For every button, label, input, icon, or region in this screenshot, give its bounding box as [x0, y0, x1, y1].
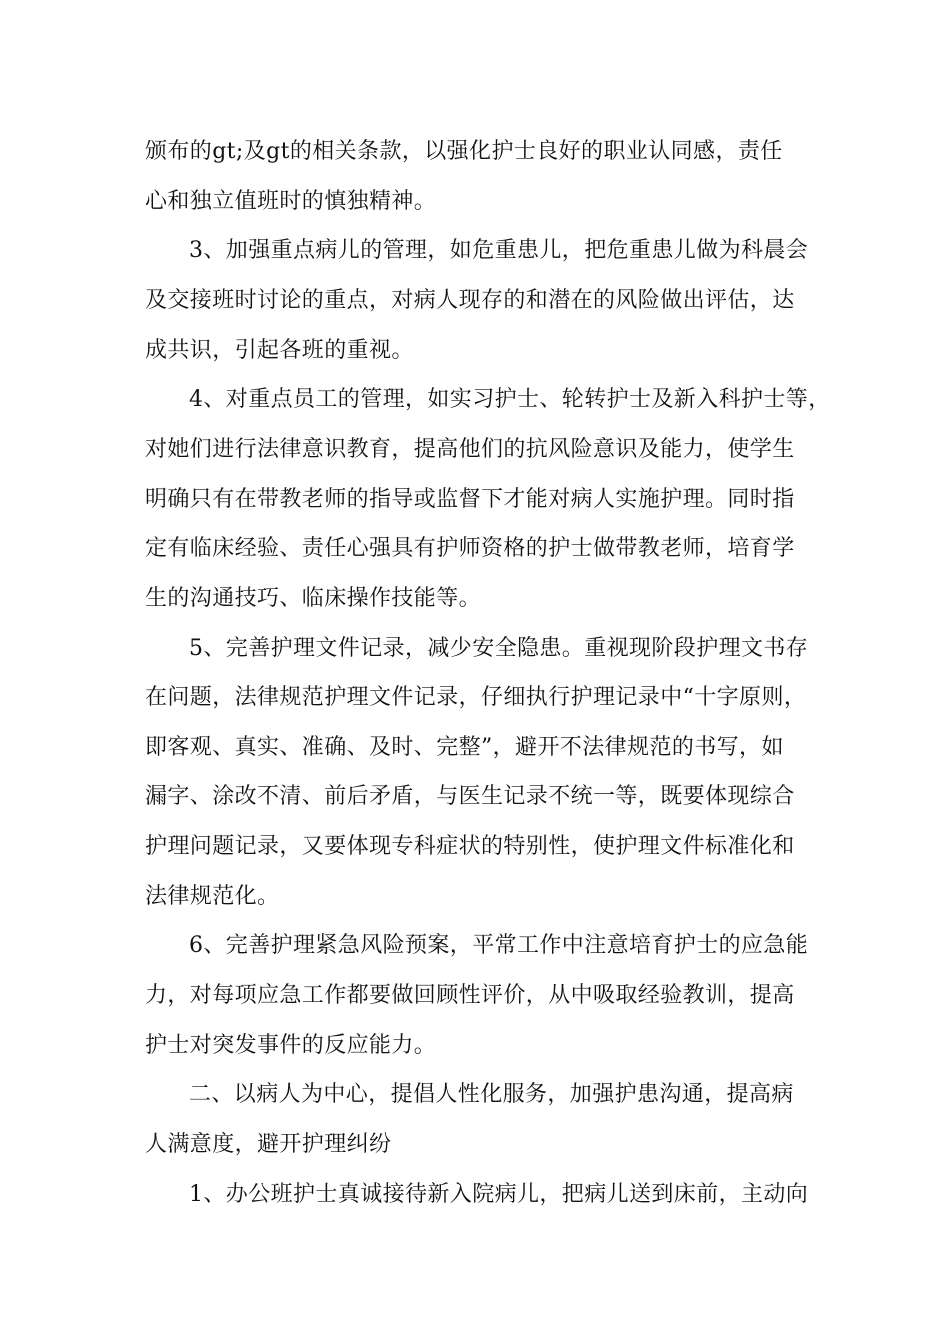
text-line: 法律规范化。: [145, 884, 280, 909]
text-line: 成共识，引起各班的重视。: [145, 338, 414, 363]
text-line: 在问题，法律规范护理文件记录，仔细执行护理记录中“十字原则，: [145, 685, 807, 710]
section-heading-line: 人满意度，避开护理纠纷: [145, 1132, 392, 1157]
text-line: 1、办公班护士真诚接待新入院病儿，把病儿送到床前，主动向: [189, 1182, 809, 1207]
text-line: 生的沟通技巧、临床操作技能等。: [145, 586, 482, 611]
text-line: 及交接班时讨论的重点，对病人现存的和潜在的风险做出评估，达: [145, 288, 795, 313]
text-line: 6、完善护理紧急风险预案，平常工作中注意培育护士的应急能: [189, 933, 809, 958]
text-line: 明确只有在带教老师的指导或监督下才能对病人实施护理。同时指: [145, 487, 795, 512]
text-line: 5、完善护理文件记录，减少安全隐患。重视现阶段护理文书存: [189, 636, 809, 661]
text-line: 颁布的gt;及gt的相关条款，以强化护士良好的职业认同感，责任: [145, 139, 783, 164]
text-line: 护士对突发事件的反应能力。: [145, 1033, 437, 1058]
text-line: 定有临床经验、责任心强具有护师资格的护士做带教老师，培育学: [145, 536, 795, 561]
text-line: 力，对每项应急工作都要做回顾性评价，从中吸取经验教训，提高: [145, 983, 795, 1008]
section-heading-line: 二、以病人为中心，提倡人性化服务，加强护患沟通，提高病: [189, 1082, 794, 1107]
text-line: 3、加强重点病儿的管理，如危重患儿，把危重患儿做为科晨会: [189, 238, 809, 263]
text-line: 心和独立值班时的慎独精神。: [145, 189, 437, 214]
text-line: 即客观、真实、准确、及时、完整”，避开不法律规范的书写，如: [145, 735, 784, 760]
text-line: 对她们进行法律意识教育，提高他们的抗风险意识及能力，使学生: [145, 437, 795, 462]
text-line: 漏字、涂改不清、前后矛盾，与医生记录不统一等，既要体现综合: [145, 784, 795, 809]
text-line: 护理问题记录，又要体现专科症状的特别性，使护理文件标准化和: [145, 834, 795, 859]
text-line: 4、对重点员工的管理，如实习护士、轮转护士及新入科护士等，: [189, 387, 831, 412]
